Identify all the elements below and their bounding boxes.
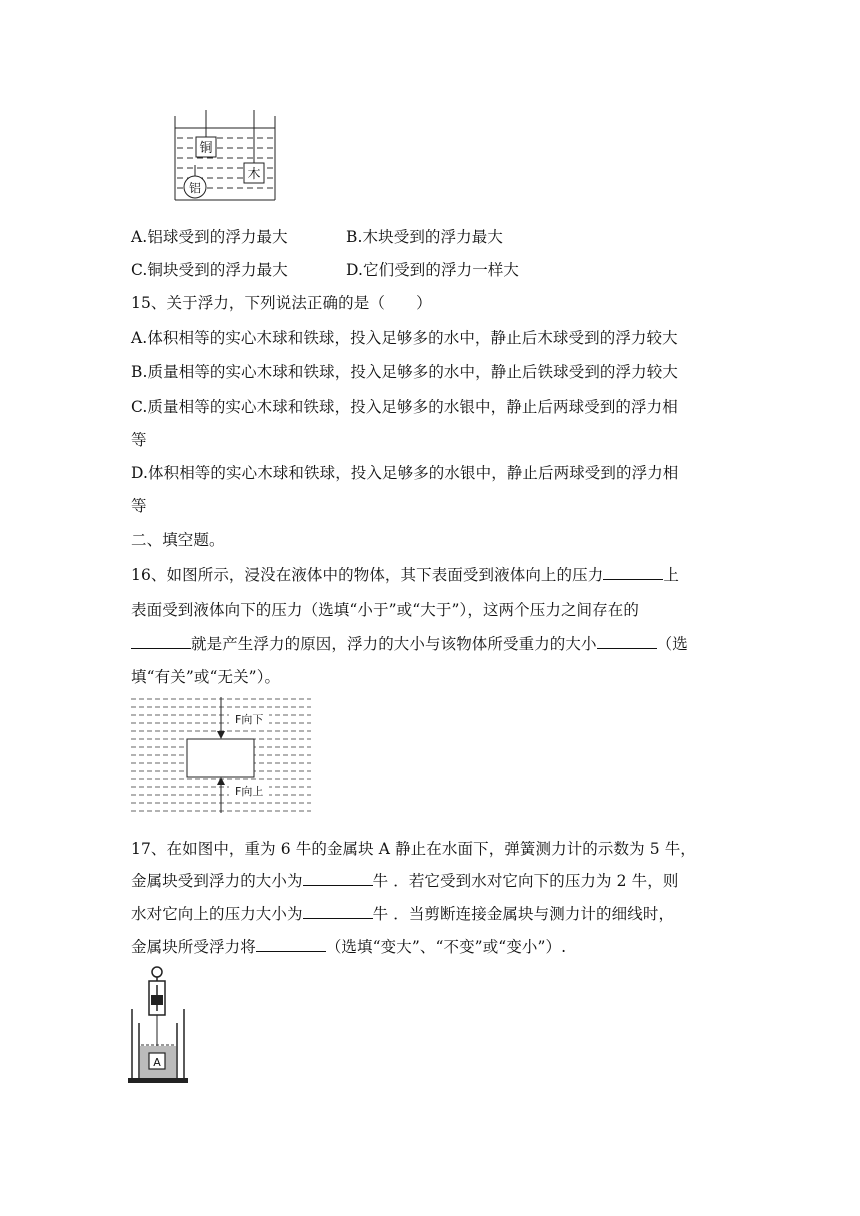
force-down-label: F向下 (235, 713, 264, 726)
figure-tank-three-objects (165, 110, 283, 205)
q15-option-c-line2: 等 (131, 431, 147, 449)
block-a-label: A (153, 1056, 161, 1069)
q16-line4: 填“有关”或“无关”）。 (131, 668, 281, 686)
q15-option-d-line1: D.体积相等的实心木球和铁球，投入足够多的水银中，静止后两球受到的浮力相 (131, 464, 679, 482)
q17-line2: 金属块受到浮力的大小为 牛 ．若它受到水对它向下的压力为 2 牛，则 (131, 872, 679, 890)
q17-line3: 水对它向上的压力大小为 牛 ．当剪断连接金属块与测力计的细线时， (131, 905, 675, 923)
figure-submerged-block-forces (131, 695, 311, 815)
wood-label: 木 (247, 167, 261, 182)
q14-option-b: B.木块受到的浮力最大 (346, 228, 503, 246)
aluminum-label: 铝 (188, 181, 202, 195)
force-up-label: F向上 (235, 785, 264, 798)
q16-line3: 就是产生浮力的原因，浮力的大小与该物体所受重力的大小 （选 (131, 632, 688, 654)
q16-line2: 表面受到液体向下的压力（选填“小于”或“大于”），这两个压力之间存在的 (131, 601, 639, 619)
q16-blank-3[interactable] (597, 634, 657, 649)
q17-blank-2[interactable] (303, 904, 373, 919)
section-title-fill-in: 二、填空题。 (131, 531, 225, 549)
copper-label: 铜 (199, 141, 213, 156)
q16-blank-2[interactable] (131, 634, 191, 649)
q17-line1: 17、在如图中，重为 6 牛的金属块 A 静止在水面下，弹簧测力计的示数为 5 牛， (131, 840, 696, 858)
q17-line4: 金属块所受浮力将 （选填“变大”、“不变”或“变小”）. (131, 938, 567, 956)
q15-option-d-line2: 等 (131, 497, 147, 515)
q15-stem: 15、关于浮力，下列说法正确的是（ ） (131, 294, 432, 312)
q14-option-a: A.铝球受到的浮力最大 (131, 228, 288, 246)
q14-option-d: D.它们受到的浮力一样大 (346, 261, 520, 279)
q15-option-c-line1: C.质量相等的实心木球和铁球，投入足够多的水银中，静止后两球受到的浮力相 (131, 398, 678, 416)
q17-blank-1[interactable] (303, 871, 373, 886)
q17-blank-3[interactable] (256, 937, 326, 952)
q15-option-a: A.体积相等的实心木球和铁球，投入足够多的水中，静止后木球受到的浮力较大 (131, 329, 678, 347)
q14-option-c: C.铜块受到的浮力最大 (131, 261, 288, 279)
q15-option-b: B.质量相等的实心木球和铁球，投入足够多的水中，静止后铁球受到的浮力较大 (131, 363, 678, 381)
q16-blank-1[interactable] (603, 565, 663, 580)
q16-line1: 16、如图所示，浸没在液体中的物体，其下表面受到液体向上的压力 上 (131, 566, 679, 584)
figure-spring-scale-block-a (128, 965, 190, 1085)
